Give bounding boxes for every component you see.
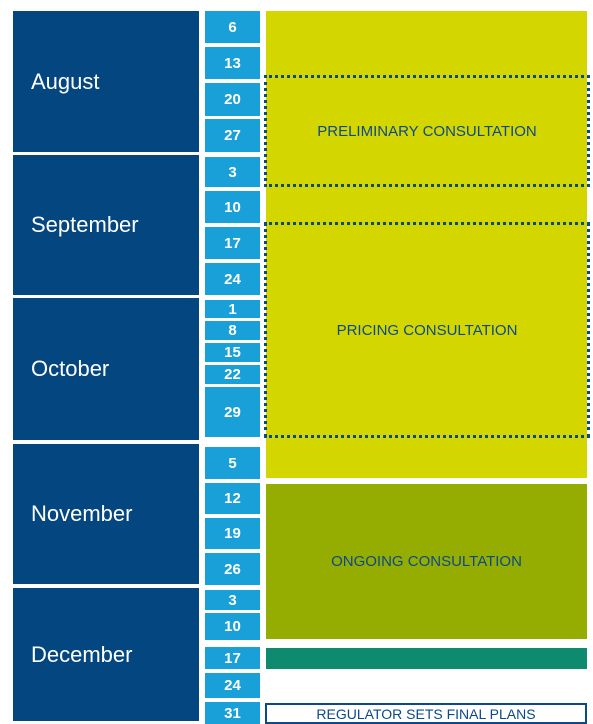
week-cell: 12 — [205, 483, 260, 514]
week-cell: 13 — [205, 47, 260, 79]
phase-label: REGULATOR SETS FINAL PLANS — [316, 705, 536, 722]
week-cell: 22 — [205, 365, 260, 384]
week-cell: 27 — [205, 119, 260, 152]
month-label: November — [31, 501, 133, 526]
week-cell: 15 — [205, 343, 260, 362]
ongoing-consultation-block — [266, 484, 587, 639]
pricing-consultation-box — [264, 222, 590, 438]
month-label: October — [31, 356, 110, 381]
month-september — [13, 155, 199, 295]
month-label: December — [31, 641, 133, 667]
month-august — [13, 11, 199, 152]
phase-label: PRELIMINARY CONSULTATION — [317, 122, 537, 140]
week-cell: 17 — [205, 227, 260, 259]
week-cell: 26 — [205, 553, 260, 585]
week-cell: 1 — [205, 300, 260, 318]
week-cell: 24 — [205, 673, 260, 698]
week-cell: 19 — [205, 518, 260, 549]
week-cell: 31 — [205, 702, 260, 724]
week-cell: 29 — [205, 387, 260, 437]
regulator-sets-final-plans-box — [265, 703, 587, 724]
week-cell: 10 — [205, 191, 260, 223]
month-label: August — [31, 68, 100, 94]
transition-bar — [266, 648, 587, 669]
month-october — [13, 298, 199, 440]
week-cell: 5 — [205, 447, 260, 479]
phase-label: ONGOING CONSULTATION — [331, 553, 522, 570]
month-december — [13, 588, 199, 721]
phase-label: PRICING CONSULTATION — [336, 321, 518, 339]
month-label: September — [31, 212, 139, 237]
week-cell: 8 — [205, 321, 260, 340]
month-november — [13, 444, 199, 584]
week-cell: 3 — [205, 157, 260, 187]
week-cell: 10 — [205, 613, 260, 640]
week-cell: 3 — [205, 590, 260, 610]
week-cell: 20 — [205, 83, 260, 116]
week-cell: 24 — [205, 263, 260, 295]
week-cell: 17 — [205, 647, 260, 669]
preliminary-consultation-box — [264, 75, 590, 187]
week-cell: 6 — [205, 11, 260, 43]
